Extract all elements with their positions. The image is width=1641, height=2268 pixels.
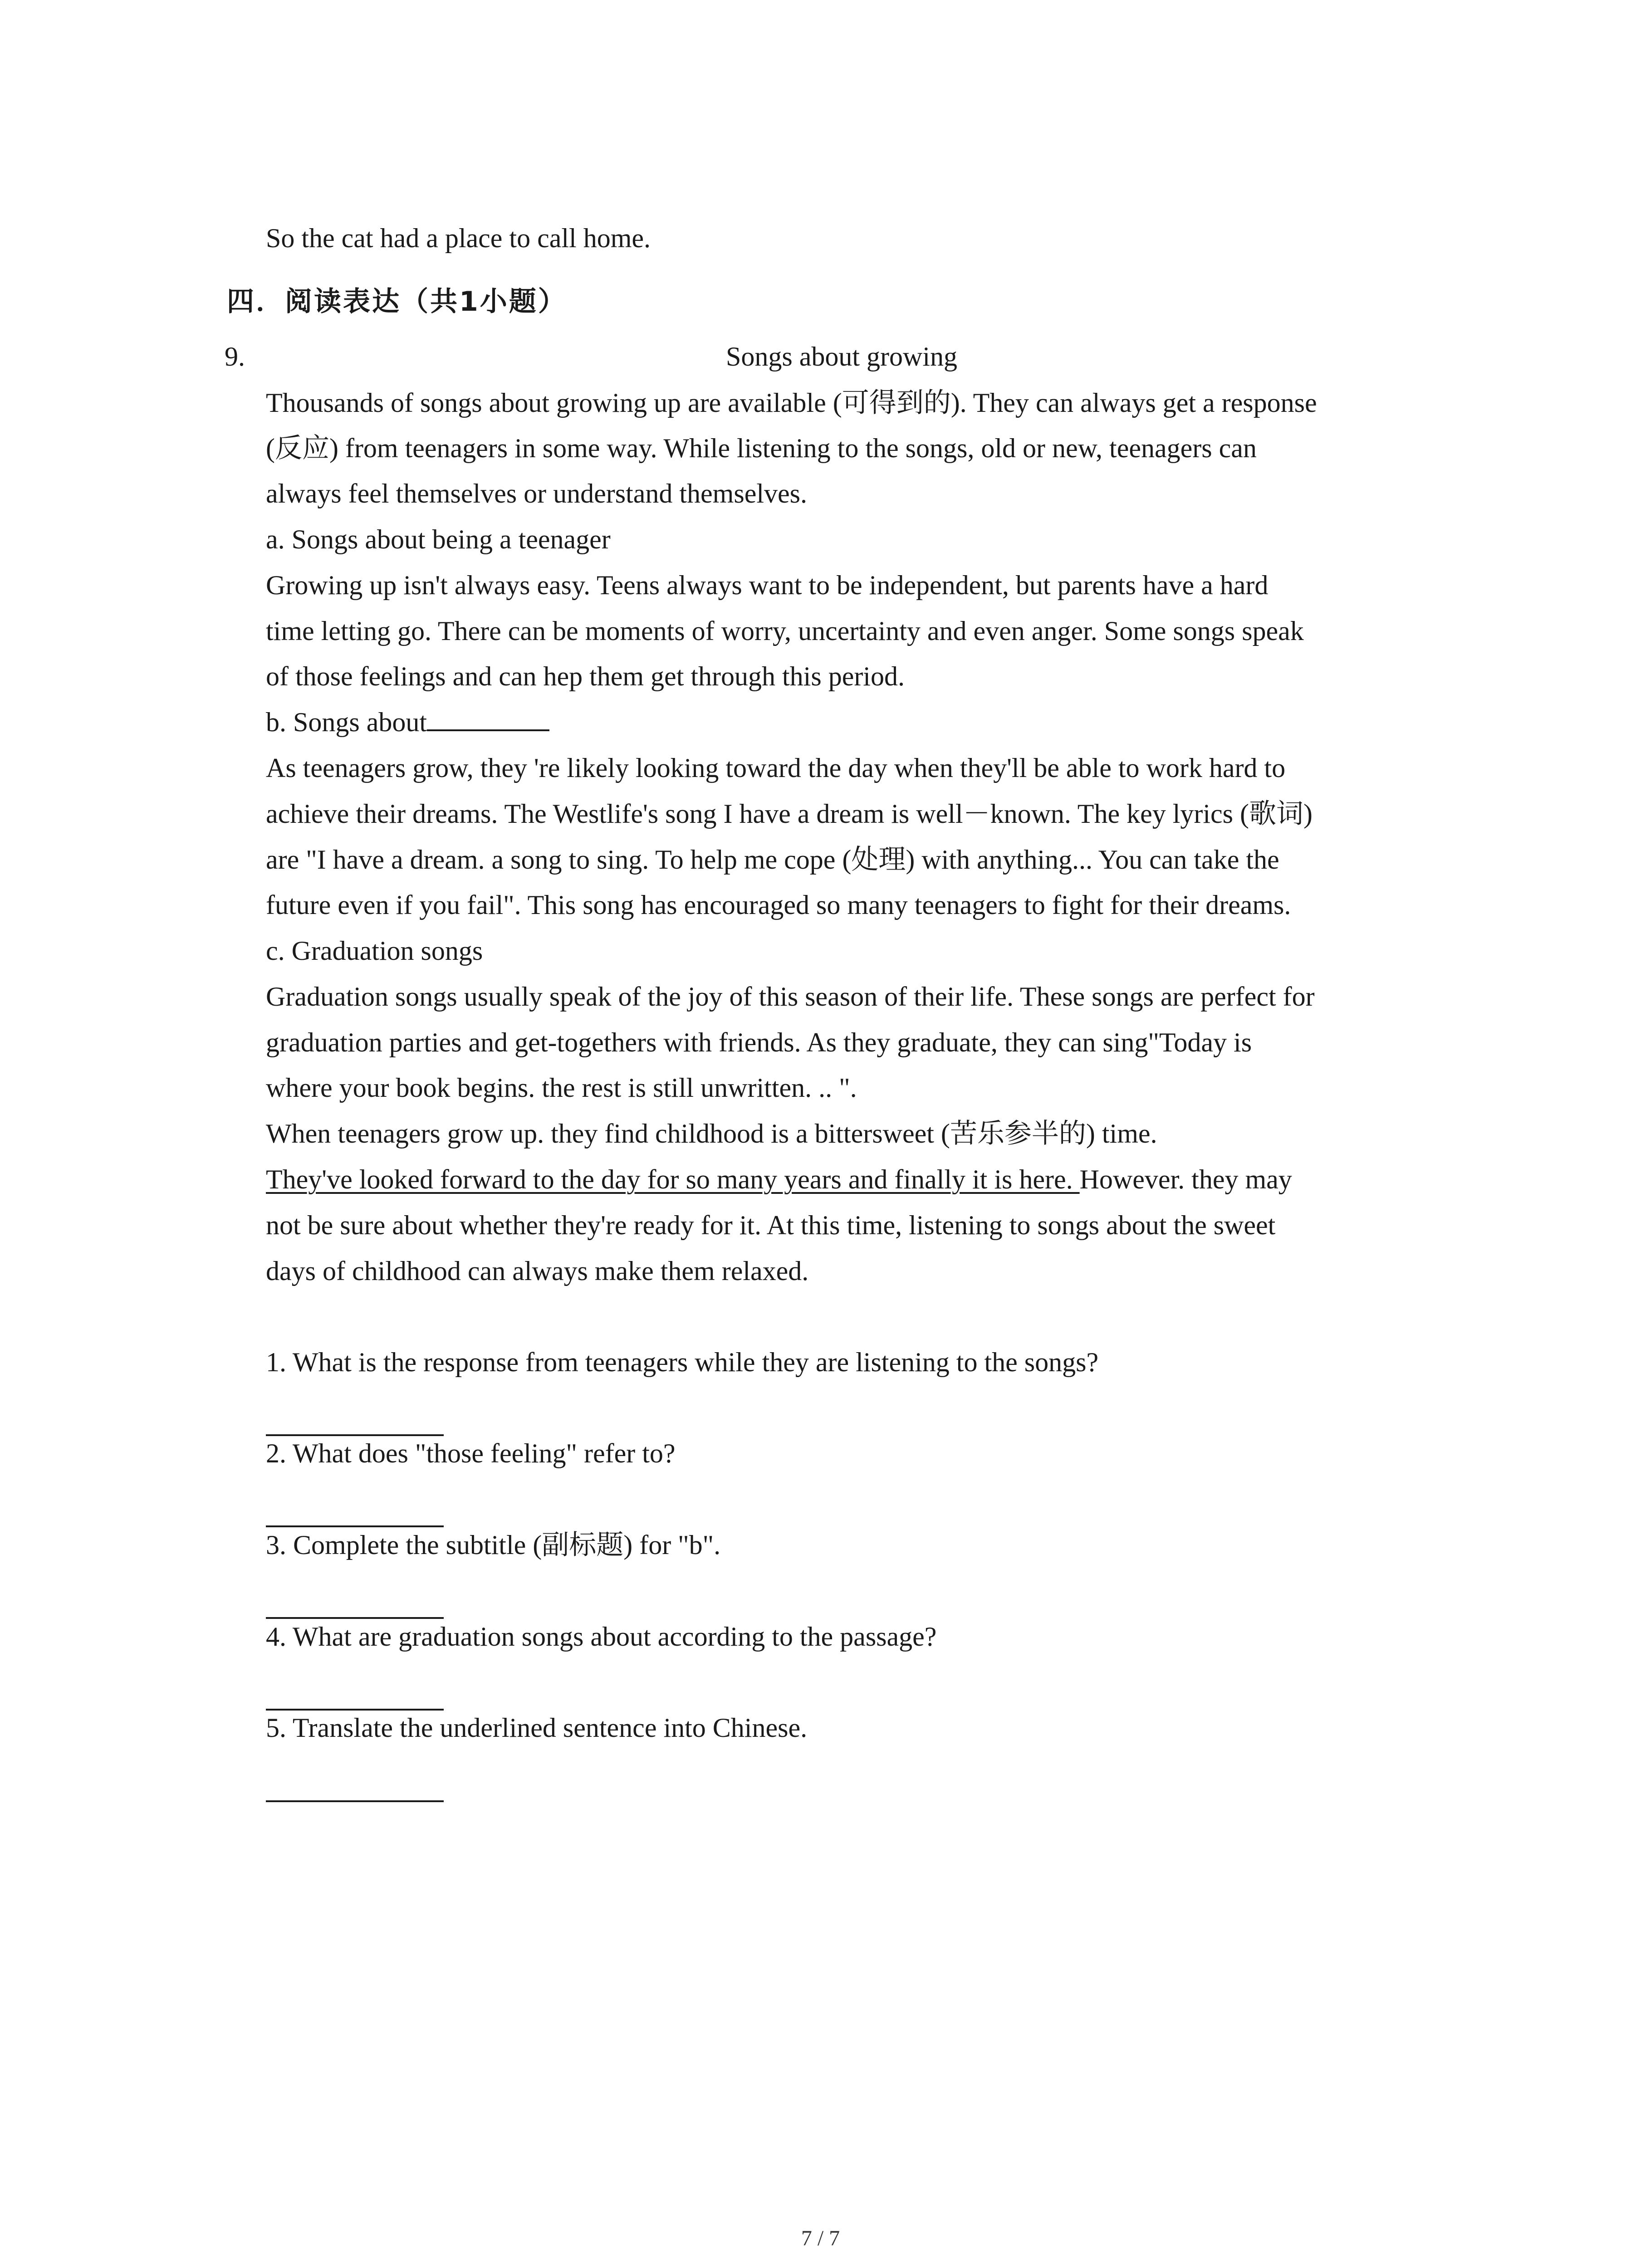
sentence-continuation: However. they may	[1079, 1164, 1292, 1194]
paragraph-line: are "I have a dream. a song to sing. To help me cope (处理) with anything... You can take the	[266, 845, 1279, 875]
question-5: 5. Translate the underlined sentence into Chinese.	[266, 1713, 808, 1743]
paragraph-line: time letting go. There can be moments of worry, uncertainty and even anger. Some songs speak	[266, 616, 1304, 646]
paragraph-line: where your book begins. the rest is still unwritten. .. ".	[266, 1073, 857, 1103]
answer-blank-5[interactable]	[266, 1800, 444, 1802]
subtitle-b-text: b. Songs about	[266, 707, 427, 737]
subtitle-b-blank	[427, 706, 549, 731]
paragraph-line	[266, 1161, 1292, 1198]
question-4: 4. What are graduation songs about according to the passage?	[266, 1622, 937, 1652]
subtitle-c: c. Graduation songs	[266, 936, 483, 966]
paragraph-line: days of childhood can always make them relaxed.	[266, 1256, 809, 1286]
subtitle-a: a. Songs about being a teenager	[266, 524, 611, 554]
paragraph-line: When teenagers grow up. they find childhood is a bittersweet (苦乐参半的) time.	[266, 1119, 1157, 1149]
question-2: 2. What does "those feeling" refer to?	[266, 1438, 676, 1468]
page-number: 7 / 7	[801, 2226, 840, 2250]
question-1: 1. What is the response from teenagers while they are listening to the songs?	[266, 1347, 1099, 1377]
question-number: 9.	[225, 342, 245, 371]
paragraph-line: Graduation songs usually speak of the joy of this season of their life. These songs are perfect for	[266, 982, 1315, 1012]
paragraph-line: future even if you fail". This song has encouraged so many teenagers to fight for their dreams.	[266, 890, 1291, 920]
section-heading: 四．阅读表达（共1小题）	[227, 286, 567, 318]
paragraph-line: As teenagers grow, they 're likely looking toward the day when they'll be able to work hard to	[266, 753, 1286, 783]
paragraph-line: Growing up isn't always easy. Teens always want to be independent, but parents have a hard	[266, 570, 1269, 600]
paragraph-line: of those feelings and can hep them get through this period.	[266, 661, 905, 691]
paragraph-line: always feel themselves or understand themselves.	[266, 479, 807, 508]
paragraph-line: (反应) from teenagers in some way. While listening to the songs, old or new, teenagers can	[266, 433, 1257, 463]
question-3: 3. Complete the subtitle (副标题) for "b".	[266, 1530, 721, 1560]
previous-question-end: So the cat had a place to call home.	[266, 223, 651, 253]
paragraph-line: achieve their dreams. The Westlife's song I have a dream is well－known. The key lyrics (歌词)	[266, 799, 1313, 829]
underlined-sentence: They've looked forward to the day for so many years and finally it is here.	[266, 1164, 1080, 1194]
paragraph-line: graduation parties and get-togethers with friends. As they graduate, they can sing"Today is	[266, 1027, 1252, 1057]
subtitle-b	[266, 704, 549, 740]
paragraph-line: Thousands of songs about growing up are available (可得到的). They can always get a response	[266, 388, 1317, 418]
passage-title: Songs about growing	[726, 342, 957, 371]
paragraph-line: not be sure about whether they're ready for it. At this time, listening to songs about the sweet	[266, 1210, 1276, 1240]
